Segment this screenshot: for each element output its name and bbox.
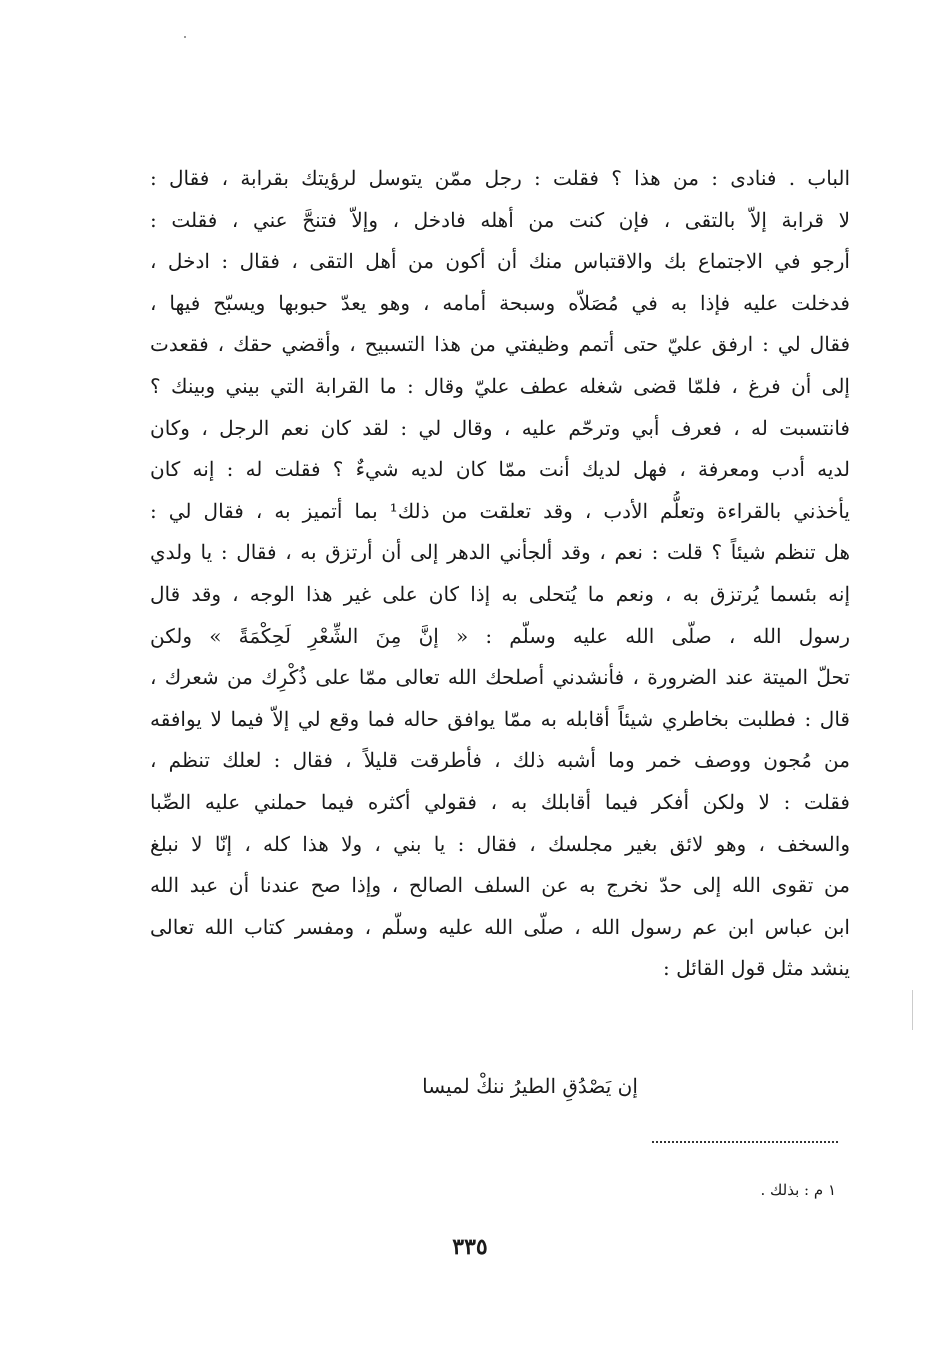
- text-line: والسخف ، وهو لائق بغير مجلسك ، فقال : يا بني ، ولا هذا كله ، إنّا لا نبلغ: [150, 831, 850, 856]
- footnote: ١ م : بذلك .: [760, 1181, 836, 1199]
- text-line: رسول الله ، صلّى الله عليه وسلّم : « إنَّ مِنَ الشِّعْرِ لَحِكْمَةً » ولكن: [150, 623, 850, 648]
- text-line: إنه بئسما يُرتزق به ، ونعم ما يُتحلى به إذا كان على غير هذا الوجه ، وقد قال: [150, 581, 850, 606]
- text-line: ينشد مثل قول القائل :: [662, 956, 850, 981]
- poem-verse: إن يَصْدُقِ الطيرُ ننكْ لميسا: [422, 1074, 638, 1098]
- text-line: فانتسبت له ، فعرف أبي وترحّم عليه ، وقال لي : لقد كان نعم الرجل ، وكان: [150, 415, 850, 440]
- text-line: لا قرابة إلاّ بالتقى ، فإن كنت من أهله فادخل ، وإلاّ فتنحَّ عني ، فقلت :: [150, 207, 850, 232]
- text-line: فدخلت عليه فإذا به في مُصَلاّه وسبحة أمامه ، وهو يعدّ حبوبها ويسبّح فيها ،: [150, 290, 850, 315]
- scan-speck: [184, 36, 186, 38]
- main-text: [150, 158, 850, 990]
- text-line: تحلّ الميتة عند الضرورة ، فأنشدني أصلحك الله تعالى ممّا على ذُكْرِك من شعرك ،: [150, 665, 850, 690]
- text-line: قال : فطلبت بخاطري شيئاً أقابله به ممّا يوافق حاله فما وقع لي إلاّ فيما لا يوافقه: [150, 706, 850, 731]
- text-line: ابن عباس ابن عم رسول الله ، صلّى الله عليه وسلّم ، ومفسر كتاب الله تعالى: [150, 914, 850, 939]
- page-number: ٣٣٥: [452, 1234, 488, 1260]
- text-line: هل تنظم شيئاً ؟ قلت : نعم ، وقد ألجأني الدهر إلى أن أرتزق به ، فقال : يا ولدي: [150, 540, 850, 565]
- text-line: من مُجون ووصف خمر وما أشبه ذلك ، فأطرقت قليلاً ، فقال : لعلك تنظم ،: [150, 748, 850, 773]
- text-line: من تقوى الله إلى حدّ نخرج به عن السلف الصالح ، وإذا صح عندنا أن عبد الله: [150, 873, 850, 898]
- text-line: إلى أن فرغ ، فلمّا قضى شغله عطف عليّ وقال : ما القرابة التي بيني وبينك ؟: [150, 373, 850, 398]
- text-line: الباب . فنادى : من هذا ؟ فقلت : رجل ممّن يتوسل لرؤيتك بقرابة ، فقال :: [150, 166, 850, 190]
- text-line: فقلت : لا ولكن أفكر فيما أقابلك به ، فقولي أكثره فيما حملني عليه الصِّبا: [150, 789, 850, 814]
- text-line: فقال لي : ارفق عليّ حتى أتمم وظيفتي من هذا التسبيح ، وأقضي حقك ، فقعدت: [150, 332, 850, 357]
- text-line: أرجو في الاجتماع بك والاقتباس منك أن أكون من أهل التقى ، فقال : ادخل ،: [150, 249, 850, 274]
- scan-speck: [912, 990, 913, 1030]
- footnote-divider: [652, 1141, 838, 1143]
- text-line: يأخذني بالقراءة وتعلُّم الأدب ، وقد تعلقت من ذلك¹ بما أتميز به ، فقال لي :: [150, 498, 850, 523]
- text-line: لديه أدب ومعرفة ، فهل لديك أنت ممّا كان لديه شيءٌ ؟ فقلت له : إنه كان: [150, 457, 850, 482]
